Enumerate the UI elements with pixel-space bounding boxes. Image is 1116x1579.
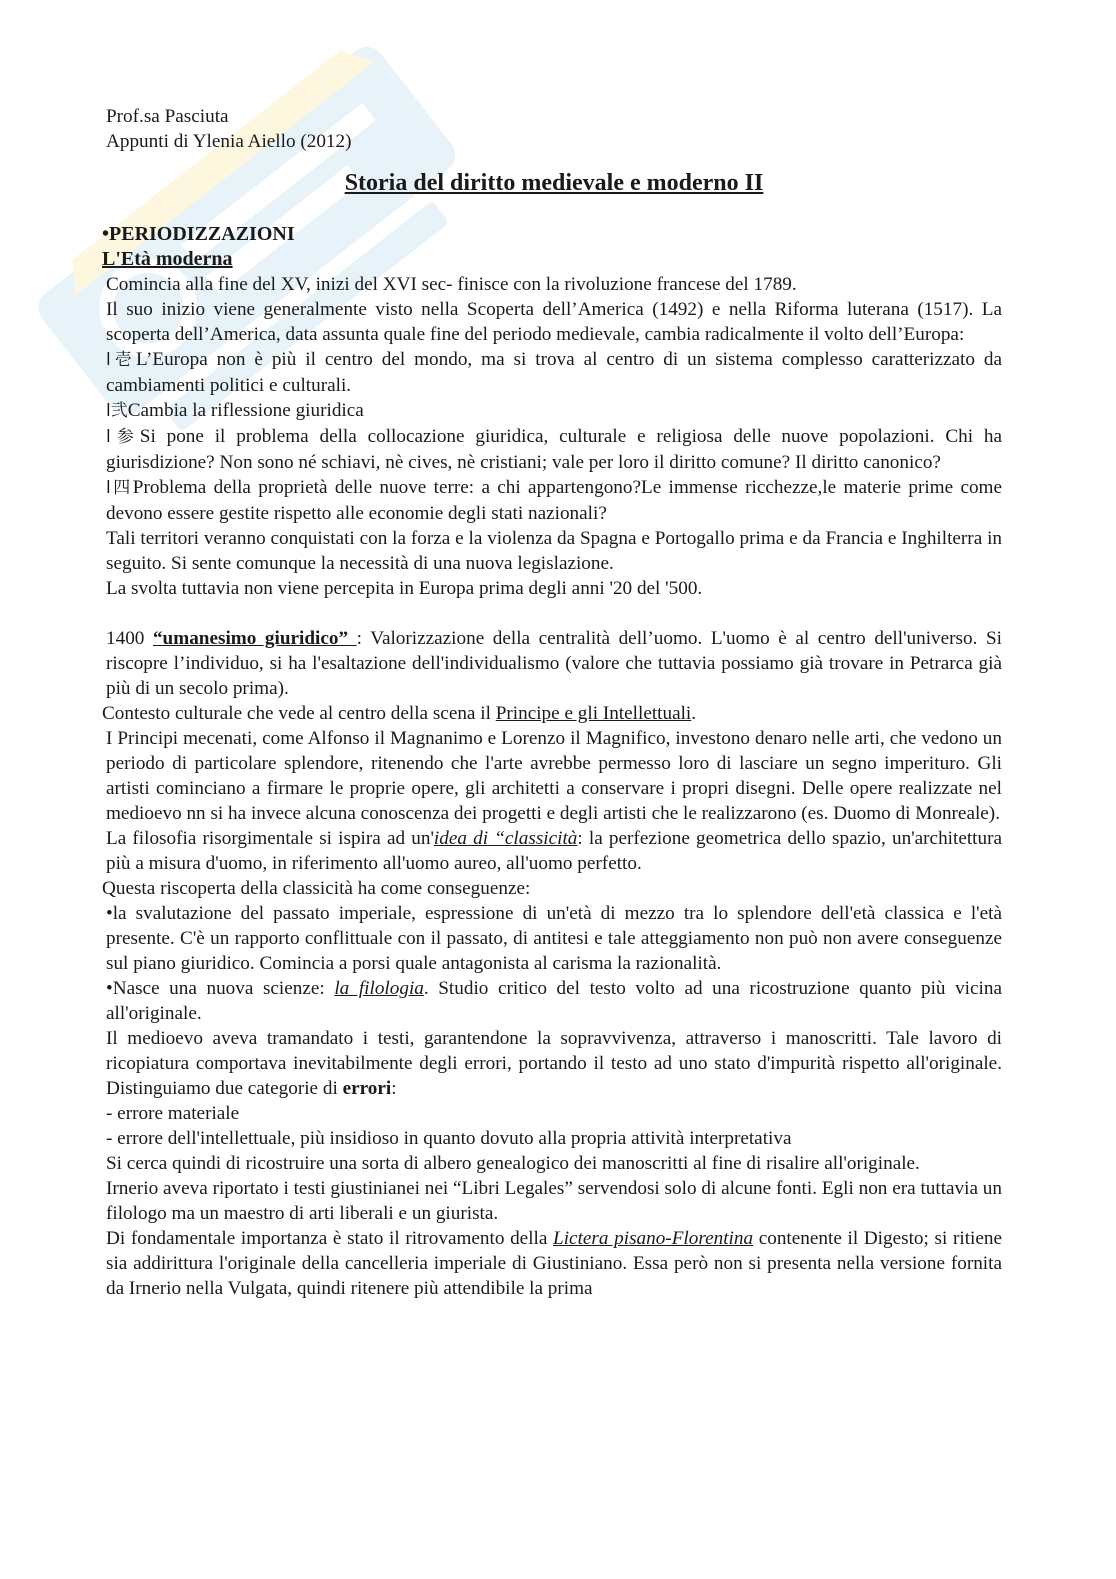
list-item-text: Problema della proprietà delle nuove terre: a chi appartengono?Le immense ricchezze,le materie prime come devono essere gestite rispetto alle economie degli stati nazionali? [106, 477, 1002, 524]
section-heading-text: PERIODIZZAZIONI [109, 223, 295, 245]
author-line: Prof.sa Pasciuta [106, 106, 229, 127]
bullet-text: Nasce una nuova scienze: [112, 978, 335, 999]
paragraph: La svolta tuttavia non viene percepita in Europa prima degli anni '20 del '500. [106, 578, 703, 599]
paragraph-gap [106, 601, 1002, 626]
term-classicita: idea di “classicità [433, 828, 578, 849]
list-item [106, 424, 1002, 475]
term-errori: errori [342, 1078, 392, 1099]
paragraph-contesto [102, 701, 1002, 726]
list-item [106, 398, 1002, 424]
list-item [106, 347, 1002, 398]
notes-by-line: Appunti di Ylenia Aiello (2012) [106, 131, 352, 152]
list-item-text: Si pone il problema della collocazione giuridica, culturale e religiosa delle nuove popolazioni. Chi ha giurisdizione? Non sono né schiavi, nè cives, nè cristiani; vale per loro il diritto comune? Il diritto canonico? [106, 426, 1002, 473]
subheading: L'Età moderna [102, 248, 233, 270]
paragraph-text: : la perfezione geometrica dello spazio, un'architettura più a misura d'uomo, in riferimento all'uomo aureo, all'uomo perfetto. [106, 828, 1003, 874]
dash-item: - errore materiale [106, 1103, 240, 1124]
list-marker: l弐 [106, 401, 128, 421]
list-marker: l四 [106, 478, 133, 498]
bullet-text: la svalutazione del passato imperiale, espressione di un'età di mezzo tra lo splendore dell'età classica e l'età presente. C'è un rapporto conflittuale con il passato, di antitesi e tale atteggiamento non può non avere conseguenze sul piano giuridico. Comincia a porsi quale antagonista al carisma la razionalità. [106, 903, 1002, 974]
list-marker: l参 [106, 427, 140, 447]
paragraph-filosofia [106, 826, 1002, 876]
paragraph-text: Contesto culturale che vede al centro della scena il [102, 703, 496, 724]
paragraph: Si cerca quindi di ricostruire una sorta di albero genealogico dei manoscritti al fine di risalire all'originale. [106, 1153, 920, 1174]
paragraph-umanesimo [106, 626, 1002, 701]
term-principe: Principe e gli Intellettuali [495, 703, 692, 724]
bullet-icon: • [106, 903, 113, 924]
list-item-text: Cambia la riflessione giuridica [127, 400, 364, 421]
document-page [102, 104, 1003, 1301]
paragraph: Il suo inizio viene generalmente visto nella Scoperta dell’America (1492) e nella Riforma luterana (1517). La scoperta dell’America, data assunta quale fine del periodo medievale, cambia radicalmente il volto dell’Europa: [106, 299, 1002, 345]
bullet-icon: • [102, 223, 110, 245]
dash-item: - errore dell'intellettuale, più insidioso in quanto dovuto alla propria attività interpretativa [106, 1128, 792, 1149]
section-heading [102, 222, 1002, 247]
paragraph-text: Di fondamentale importanza è stato il ritrovamento della [106, 1228, 554, 1249]
paragraph: Questa riscoperta della classicità ha come conseguenze: [102, 878, 531, 899]
paragraph-text: : [391, 1078, 397, 1099]
bullet-icon: • [106, 978, 113, 999]
bullet-item [106, 976, 1002, 1026]
list-item [106, 475, 1002, 526]
bullet-text: . Studio critico del testo volto ad una ricostruzione quanto più vicina all'originale. [106, 978, 1002, 1024]
paragraph-text: contenente il Digesto; si ritiene sia addirittura l'originale della cancelleria imperiale di Giustiniano. Essa però non si presenta nella versione fornita da Irnerio nella Vulgata, quindi ritenere più attendibile la prima [106, 1228, 1002, 1299]
paragraph: I Principi mecenati, come Alfonso il Magnanimo e Lorenzo il Magnifico, investono denaro nelle arti, che vedono un periodo di particolare splendore, ritenendo che l'arte avrebbe permesso loro di lasciare un segno imperituro. Gli artisti cominciano a firmare le proprie opere, gli architetti a conservare i propri disegni. Delle opere realizzate nel medioevo nn si ha invece alcuna conoscenza dei progetti e degli artisti che le realizzarono (es. Duomo di Monreale). [106, 728, 1002, 824]
term-umanesimo: “umanesimo giuridico” [152, 628, 357, 649]
year-text: 1400 [106, 628, 153, 649]
list-marker: l壱 [106, 350, 136, 370]
paragraph-text: : Valorizzazione della centralità dell’uomo. L'uomo è al centro dell'universo. Si riscopre l’individuo, si ha l'esaltazione dell'individualismo (valore che tuttavia possiamo già trovare in Petrarca già più di un secolo prima). [106, 628, 1002, 699]
paragraph-text: La filosofia risorgimentale si ispira ad un' [106, 828, 434, 849]
paragraph-text: Il medioevo aveva tramandato i testi, garantendone la sopravvivenza, attraverso i manoscritti. Tale lavoro di ricopiatura comportava inevitabilmente degli errori, portando il testo ad uno stato d'impurità rispetto all'originale. Distinguiamo due categorie di [106, 1028, 1002, 1099]
paragraph: Comincia alla fine del XV, inizi del XVI sec- finisce con la rivoluzione francese del 1789. [106, 274, 797, 295]
term-lictera: Lictera pisano-Florentina [553, 1228, 754, 1249]
document-title: Storia del diritto medievale e moderno II [344, 170, 764, 196]
list-item-text: L’Europa non è più il centro del mondo, ma si trova al centro di un sistema complesso caratterizzato da cambiamenti politici e culturali. [106, 349, 1002, 396]
paragraph-text: . [691, 703, 697, 724]
paragraph: Tali territori veranno conquistati con la forza e la violenza da Spagna e Portogallo prima e da Francia e Inghilterra in seguito. Si sente comunque la necessità di una nuova legislazione. [106, 528, 1002, 574]
bullet-item [106, 901, 1002, 976]
paragraph: Irnerio aveva riportato i testi giustinianei nei “Libri Legales” servendosi solo di alcune fonti. Egli non era tuttavia un filologo ma un maestro di arti liberali e un giurista. [106, 1178, 1002, 1224]
paragraph-lictera [106, 1226, 1002, 1301]
paragraph-errori [106, 1026, 1002, 1101]
term-filologia: la filologia [334, 978, 424, 999]
